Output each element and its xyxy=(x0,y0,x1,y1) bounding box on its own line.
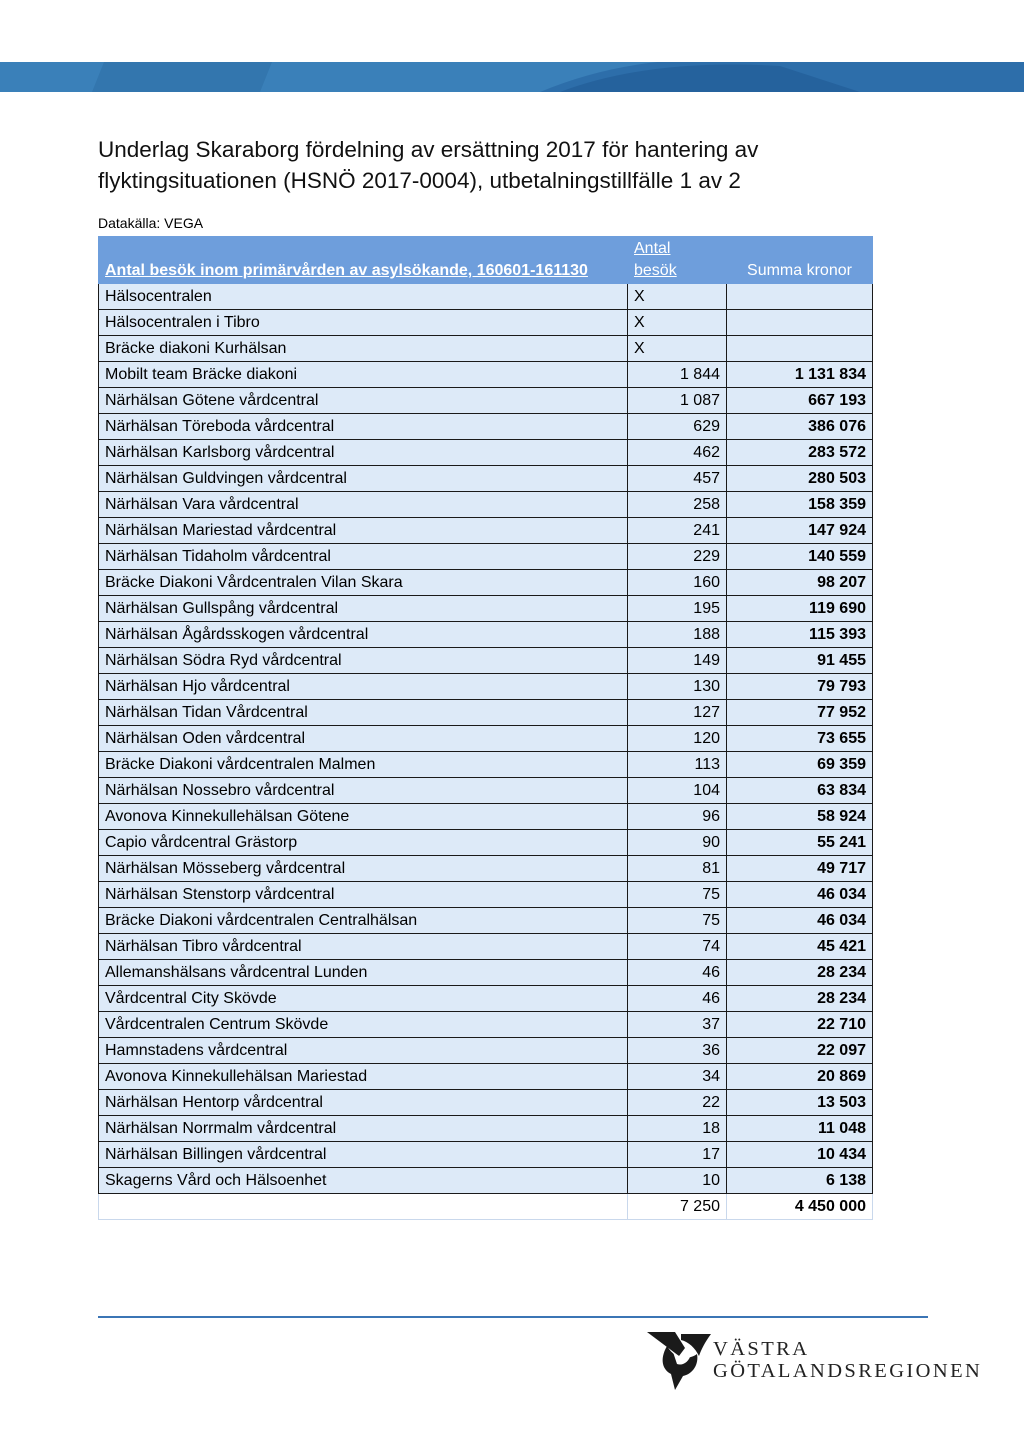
row-sum: 13 503 xyxy=(727,1090,873,1116)
row-unit-name: Närhälsan Mösseberg vårdcentral xyxy=(99,856,628,882)
row-unit-name: Närhälsan Nossebro vårdcentral xyxy=(99,778,628,804)
row-visits: 17 xyxy=(628,1142,727,1168)
row-sum: 280 503 xyxy=(727,466,873,492)
row-visits: 258 xyxy=(628,492,727,518)
table-row xyxy=(99,674,873,700)
row-unit-name: Närhälsan Tidaholm vårdcentral xyxy=(99,544,628,570)
row-sum xyxy=(727,336,873,362)
total-label xyxy=(99,1194,628,1220)
visits-table xyxy=(98,236,873,1220)
table-body xyxy=(99,284,873,1194)
data-source-label: Datakälla: VEGA xyxy=(98,215,204,231)
table-row xyxy=(99,752,873,778)
row-visits: 10 xyxy=(628,1168,727,1194)
row-sum: 28 234 xyxy=(727,960,873,986)
table-row xyxy=(99,492,873,518)
row-unit-name: Hamnstadens vårdcentral xyxy=(99,1038,628,1064)
table-row xyxy=(99,648,873,674)
table-row xyxy=(99,1116,873,1142)
row-sum: 1 131 834 xyxy=(727,362,873,388)
row-sum: 11 048 xyxy=(727,1116,873,1142)
table-row xyxy=(99,388,873,414)
table-row xyxy=(99,336,873,362)
row-unit-name: Närhälsan Mariestad vårdcentral xyxy=(99,518,628,544)
row-visits: 127 xyxy=(628,700,727,726)
header-visits-line-2: besök xyxy=(634,262,677,279)
table-header-row xyxy=(99,237,873,284)
row-unit-name: Närhälsan Stenstorp vårdcentral xyxy=(99,882,628,908)
row-unit-name: Närhälsan Hentorp vårdcentral xyxy=(99,1090,628,1116)
row-unit-name: Närhälsan Ågårdsskogen vårdcentral xyxy=(99,622,628,648)
total-sum: 4 450 000 xyxy=(727,1194,873,1220)
footer-divider xyxy=(98,1316,928,1318)
row-visits: 81 xyxy=(628,856,727,882)
total-visits: 7 250 xyxy=(628,1194,727,1220)
table-row xyxy=(99,1012,873,1038)
row-sum: 386 076 xyxy=(727,414,873,440)
logo-line-1: VÄSTRA xyxy=(713,1338,810,1360)
table-row xyxy=(99,700,873,726)
row-sum: 10 434 xyxy=(727,1142,873,1168)
row-unit-name: Närhälsan Vara vårdcentral xyxy=(99,492,628,518)
row-sum: 140 559 xyxy=(727,544,873,570)
row-unit-name: Bräcke diakoni Kurhälsan xyxy=(99,336,628,362)
row-sum: 69 359 xyxy=(727,752,873,778)
row-sum: 45 421 xyxy=(727,934,873,960)
row-unit-name: Närhälsan Guldvingen vårdcentral xyxy=(99,466,628,492)
row-visits: 457 xyxy=(628,466,727,492)
row-unit-name: Avonova Kinnekullehälsan Mariestad xyxy=(99,1064,628,1090)
row-unit-name: Vårdcentral City Skövde xyxy=(99,986,628,1012)
table-row xyxy=(99,1168,873,1194)
row-sum: 91 455 xyxy=(727,648,873,674)
table-row xyxy=(99,934,873,960)
table-row xyxy=(99,726,873,752)
row-unit-name: Närhälsan Tidan Vårdcentral xyxy=(99,700,628,726)
row-unit-name: Närhälsan Götene vårdcentral xyxy=(99,388,628,414)
table-row xyxy=(99,362,873,388)
row-sum: 46 034 xyxy=(727,882,873,908)
vgr-swallow-logo-icon xyxy=(645,1330,715,1390)
header-banner xyxy=(0,62,1024,92)
table-row xyxy=(99,882,873,908)
row-visits: 74 xyxy=(628,934,727,960)
row-visits: 195 xyxy=(628,596,727,622)
row-visits: 46 xyxy=(628,960,727,986)
row-visits: 229 xyxy=(628,544,727,570)
header-sum: Summa kronor xyxy=(727,237,873,284)
row-visits: 75 xyxy=(628,882,727,908)
row-visits: X xyxy=(628,310,727,336)
organization-logo xyxy=(645,1330,983,1392)
row-unit-name: Mobilt team Bräcke diakoni xyxy=(99,362,628,388)
row-unit-name: Närhälsan Gullspång vårdcentral xyxy=(99,596,628,622)
row-sum xyxy=(727,310,873,336)
row-sum: 119 690 xyxy=(727,596,873,622)
row-unit-name: Hälsocentralen xyxy=(99,284,628,310)
row-visits: 34 xyxy=(628,1064,727,1090)
table-row xyxy=(99,986,873,1012)
row-unit-name: Bräcke Diakoni Vårdcentralen Vilan Skara xyxy=(99,570,628,596)
row-sum: 55 241 xyxy=(727,830,873,856)
row-unit-name: Skagerns Vård och Hälsoenhet xyxy=(99,1168,628,1194)
header-visits xyxy=(628,237,727,284)
table-row xyxy=(99,1090,873,1116)
row-visits: 149 xyxy=(628,648,727,674)
title-line-2: flyktingsituationen (HSNÖ 2017-0004), utbetalningstillfälle 1 av 2 xyxy=(98,168,741,193)
row-unit-name: Närhälsan Töreboda vårdcentral xyxy=(99,414,628,440)
row-unit-name: Bräcke Diakoni vårdcentralen Malmen xyxy=(99,752,628,778)
row-visits: 75 xyxy=(628,908,727,934)
row-visits: 1 087 xyxy=(628,388,727,414)
table-row xyxy=(99,1038,873,1064)
row-visits: 241 xyxy=(628,518,727,544)
table-row xyxy=(99,804,873,830)
row-sum: 28 234 xyxy=(727,986,873,1012)
row-unit-name: Allemanshälsans vårdcentral Lunden xyxy=(99,960,628,986)
table-row xyxy=(99,778,873,804)
row-unit-name: Bräcke Diakoni vårdcentralen Centralhälsan xyxy=(99,908,628,934)
row-unit-name: Närhälsan Norrmalm vårdcentral xyxy=(99,1116,628,1142)
row-unit-name: Närhälsan Oden vårdcentral xyxy=(99,726,628,752)
header-unit: Antal besök inom primärvården av asylsökande, 160601-161130 xyxy=(99,237,628,284)
row-unit-name: Närhälsan Karlsborg vårdcentral xyxy=(99,440,628,466)
title-line-1: Underlag Skaraborg fördelning av ersättning 2017 för hantering av xyxy=(98,137,759,162)
row-unit-name: Närhälsan Hjo vårdcentral xyxy=(99,674,628,700)
table-row xyxy=(99,570,873,596)
row-visits: 18 xyxy=(628,1116,727,1142)
row-sum: 98 207 xyxy=(727,570,873,596)
table-row xyxy=(99,1064,873,1090)
row-unit-name: Capio vårdcentral Grästorp xyxy=(99,830,628,856)
row-visits: 160 xyxy=(628,570,727,596)
table-row xyxy=(99,310,873,336)
row-sum: 22 097 xyxy=(727,1038,873,1064)
row-visits: 130 xyxy=(628,674,727,700)
table-row xyxy=(99,284,873,310)
row-unit-name: Närhälsan Billingen vårdcentral xyxy=(99,1142,628,1168)
row-sum: 283 572 xyxy=(727,440,873,466)
table-row xyxy=(99,518,873,544)
row-sum: 77 952 xyxy=(727,700,873,726)
row-unit-name: Närhälsan Tibro vårdcentral xyxy=(99,934,628,960)
row-visits: 36 xyxy=(628,1038,727,1064)
table-row xyxy=(99,1142,873,1168)
row-visits: 188 xyxy=(628,622,727,648)
header-visits-line-1: Antal xyxy=(634,240,671,257)
row-visits: 46 xyxy=(628,986,727,1012)
row-unit-name: Avonova Kinnekullehälsan Götene xyxy=(99,804,628,830)
row-visits: 462 xyxy=(628,440,727,466)
row-sum: 6 138 xyxy=(727,1168,873,1194)
table-row xyxy=(99,440,873,466)
table-row xyxy=(99,414,873,440)
row-sum: 79 793 xyxy=(727,674,873,700)
table-row xyxy=(99,908,873,934)
row-sum: 46 034 xyxy=(727,908,873,934)
row-sum: 147 924 xyxy=(727,518,873,544)
row-visits: X xyxy=(628,336,727,362)
table-row xyxy=(99,596,873,622)
row-visits: 22 xyxy=(628,1090,727,1116)
row-sum: 115 393 xyxy=(727,622,873,648)
row-sum: 63 834 xyxy=(727,778,873,804)
row-visits: 629 xyxy=(628,414,727,440)
row-visits: 113 xyxy=(628,752,727,778)
row-visits: 90 xyxy=(628,830,727,856)
logo-wordmark xyxy=(713,1338,982,1382)
document-title xyxy=(98,134,878,196)
row-sum: 73 655 xyxy=(727,726,873,752)
row-sum: 667 193 xyxy=(727,388,873,414)
row-sum xyxy=(727,284,873,310)
row-sum: 20 869 xyxy=(727,1064,873,1090)
row-visits: 96 xyxy=(628,804,727,830)
row-visits: X xyxy=(628,284,727,310)
row-unit-name: Vårdcentralen Centrum Skövde xyxy=(99,1012,628,1038)
table-row xyxy=(99,856,873,882)
row-sum: 58 924 xyxy=(727,804,873,830)
row-sum: 49 717 xyxy=(727,856,873,882)
row-unit-name: Närhälsan Södra Ryd vårdcentral xyxy=(99,648,628,674)
table-row xyxy=(99,960,873,986)
row-unit-name: Hälsocentralen i Tibro xyxy=(99,310,628,336)
table-row xyxy=(99,544,873,570)
table-row xyxy=(99,830,873,856)
row-visits: 120 xyxy=(628,726,727,752)
row-visits: 1 844 xyxy=(628,362,727,388)
row-visits: 104 xyxy=(628,778,727,804)
row-sum: 22 710 xyxy=(727,1012,873,1038)
row-visits: 37 xyxy=(628,1012,727,1038)
table-row xyxy=(99,622,873,648)
table-row xyxy=(99,466,873,492)
row-sum: 158 359 xyxy=(727,492,873,518)
logo-line-2: GÖTALANDSREGIONEN xyxy=(713,1360,983,1382)
table-total-row xyxy=(99,1194,873,1220)
